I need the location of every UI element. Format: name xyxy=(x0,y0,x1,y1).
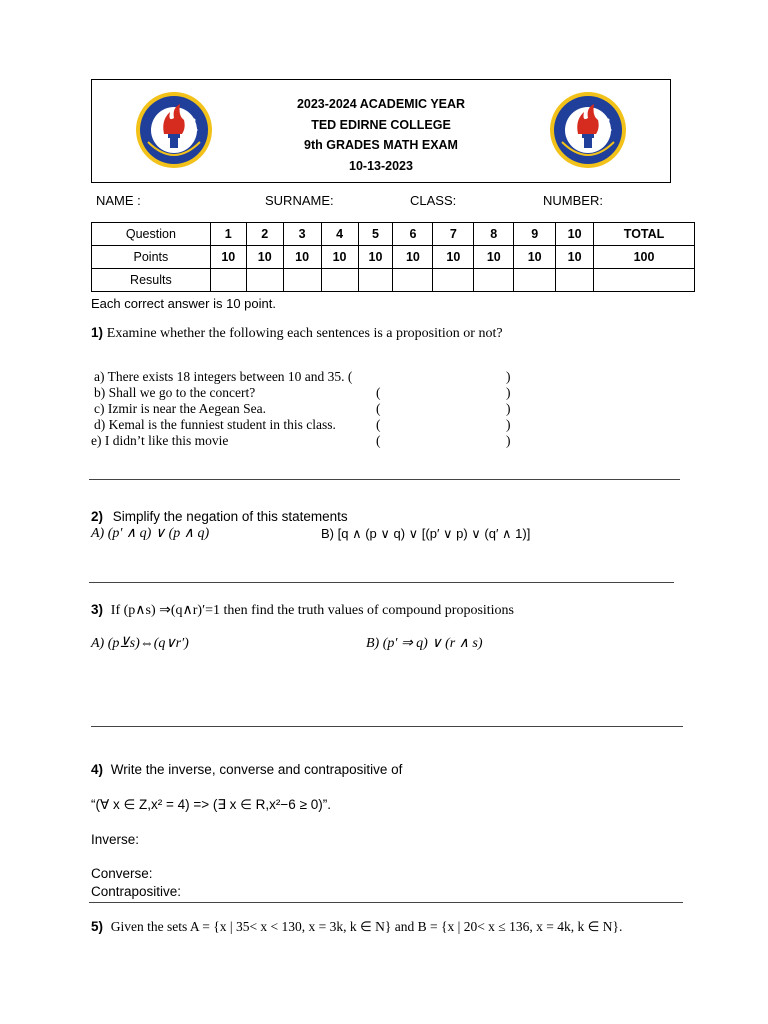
question-number: 3) xyxy=(91,602,104,617)
question-number: 1 xyxy=(210,223,246,246)
answer-open-paren: ( xyxy=(376,417,381,432)
result-cell[interactable] xyxy=(393,269,433,292)
points-cell: 10 xyxy=(210,246,246,269)
question-number: 8 xyxy=(474,223,514,246)
question-header: Question xyxy=(92,223,211,246)
answer-close-paren: ) xyxy=(506,433,511,448)
result-cell[interactable] xyxy=(556,269,594,292)
result-cell[interactable] xyxy=(210,269,246,292)
table-row-results xyxy=(92,269,695,292)
question-number: 6 xyxy=(393,223,433,246)
q1-item-d: d) Kemal is the funniest student in this class. xyxy=(94,417,336,432)
divider xyxy=(91,726,683,727)
question-number: 5 xyxy=(358,223,393,246)
divider xyxy=(89,902,683,903)
divider xyxy=(89,479,680,480)
question-text: If (p∧s) ⇒(q∧r)′=1 then find the truth values of compound propositions xyxy=(110,603,515,618)
answer-open-paren: ( xyxy=(376,401,381,416)
total-header: TOTAL xyxy=(594,223,695,246)
question-number: 1) xyxy=(91,325,104,340)
result-cell[interactable] xyxy=(358,269,393,292)
question-3 xyxy=(91,602,514,619)
answer-close-paren: ) xyxy=(506,417,511,432)
question-number: 9 xyxy=(514,223,556,246)
class-label: CLASS: xyxy=(410,193,457,208)
q1-item-e: e) I didn’t like this movie xyxy=(91,433,229,448)
answer-open-paren: ( xyxy=(376,433,381,448)
result-cell[interactable] xyxy=(283,269,321,292)
question-number: 2 xyxy=(246,223,283,246)
points-cell: 10 xyxy=(556,246,594,269)
q1-item-c: c) Izmir is near the Aegean Sea. xyxy=(94,401,267,416)
result-cell[interactable] xyxy=(321,269,358,292)
exam-header xyxy=(91,79,671,183)
academic-year: 2023-2024 ACADEMIC YEAR xyxy=(296,97,466,111)
points-cell: 10 xyxy=(514,246,556,269)
q3-option-b: B) (p′ ⇒ q) ∨ (r ∧ s) xyxy=(366,636,483,651)
answer-close-paren: ) xyxy=(506,385,511,400)
surname-label: SURNAME: xyxy=(265,193,334,208)
q4-statement: “(∀ x ∈ Z,x² = 4) => (∃ x ∈ R,x²−6 ≥ 0)”. xyxy=(91,797,331,812)
points-cell: 10 xyxy=(283,246,321,269)
question-text: Simplify the negation of this statements xyxy=(112,509,348,524)
converse-label: Converse: xyxy=(91,866,153,881)
points-cell: 10 xyxy=(474,246,514,269)
q2-option-b: B) [q ∧ (p ∨ q) ∨ [(p′ ∨ p) ∨ (q′ ∧ 1)] xyxy=(321,526,531,541)
table-row-points xyxy=(92,246,695,269)
q2-option-a: A) (p′ ∧ q) ∨ (p ∧ q) xyxy=(91,526,210,541)
contrapositive-label: Contrapositive: xyxy=(91,884,182,899)
question-number: 10 xyxy=(556,223,594,246)
question-4 xyxy=(91,762,402,777)
points-cell: 10 xyxy=(358,246,393,269)
question-text: Examine whether the following each sentences is a proposition or not? xyxy=(106,326,503,341)
points-table xyxy=(91,222,695,292)
table-row-question xyxy=(92,223,695,246)
answer-close-paren: ) xyxy=(506,369,511,384)
inverse-label: Inverse: xyxy=(91,832,140,847)
name-label: NAME : xyxy=(96,193,141,208)
result-cell[interactable] xyxy=(246,269,283,292)
q3-option-a: A) (p⊻s)⇔(q∨r′) xyxy=(91,636,189,651)
question-text: Given the sets A = {x | 35< x < 130, x = 3k, k ∈ N} and B = {x | 20< x ≤ 136, x = 4k, k ∈ N}. xyxy=(110,919,623,934)
question-2 xyxy=(91,509,348,524)
points-cell: 10 xyxy=(246,246,283,269)
question-number: 2) xyxy=(91,509,104,524)
total-points: 100 xyxy=(594,246,695,269)
scoring-note: Each correct answer is 10 point. xyxy=(91,296,276,311)
question-text: Write the inverse, converse and contrapositive of xyxy=(110,762,403,777)
answer-close-paren: ) xyxy=(506,401,511,416)
question-number: 4) xyxy=(91,762,104,777)
results-header: Results xyxy=(92,269,211,292)
question-number: 3 xyxy=(283,223,321,246)
q1-item-a: a) There exists 18 integers between 10 and 35. ( xyxy=(94,369,353,384)
question-1 xyxy=(91,325,503,342)
result-cell[interactable] xyxy=(474,269,514,292)
divider xyxy=(89,582,674,583)
points-cell: 10 xyxy=(393,246,433,269)
exam-title: 9th GRADES MATH EXAM xyxy=(304,138,458,152)
question-number: 5) xyxy=(91,919,104,934)
school-name: TED EDIRNE COLLEGE xyxy=(311,117,451,132)
points-cell: 10 xyxy=(321,246,358,269)
answer-open-paren: ( xyxy=(376,385,381,400)
question-number: 4 xyxy=(321,223,358,246)
result-cell[interactable] xyxy=(514,269,556,292)
result-cell[interactable] xyxy=(433,269,474,292)
question-5 xyxy=(91,919,622,935)
number-label: NUMBER: xyxy=(543,193,603,208)
points-header: Points xyxy=(92,246,211,269)
header-title-block xyxy=(92,94,670,176)
q1-item-b: b) Shall we go to the concert? xyxy=(94,385,256,400)
exam-date: 10-13-2023 xyxy=(349,158,413,173)
points-cell: 10 xyxy=(433,246,474,269)
question-number: 7 xyxy=(433,223,474,246)
total-result-cell[interactable] xyxy=(594,269,695,292)
